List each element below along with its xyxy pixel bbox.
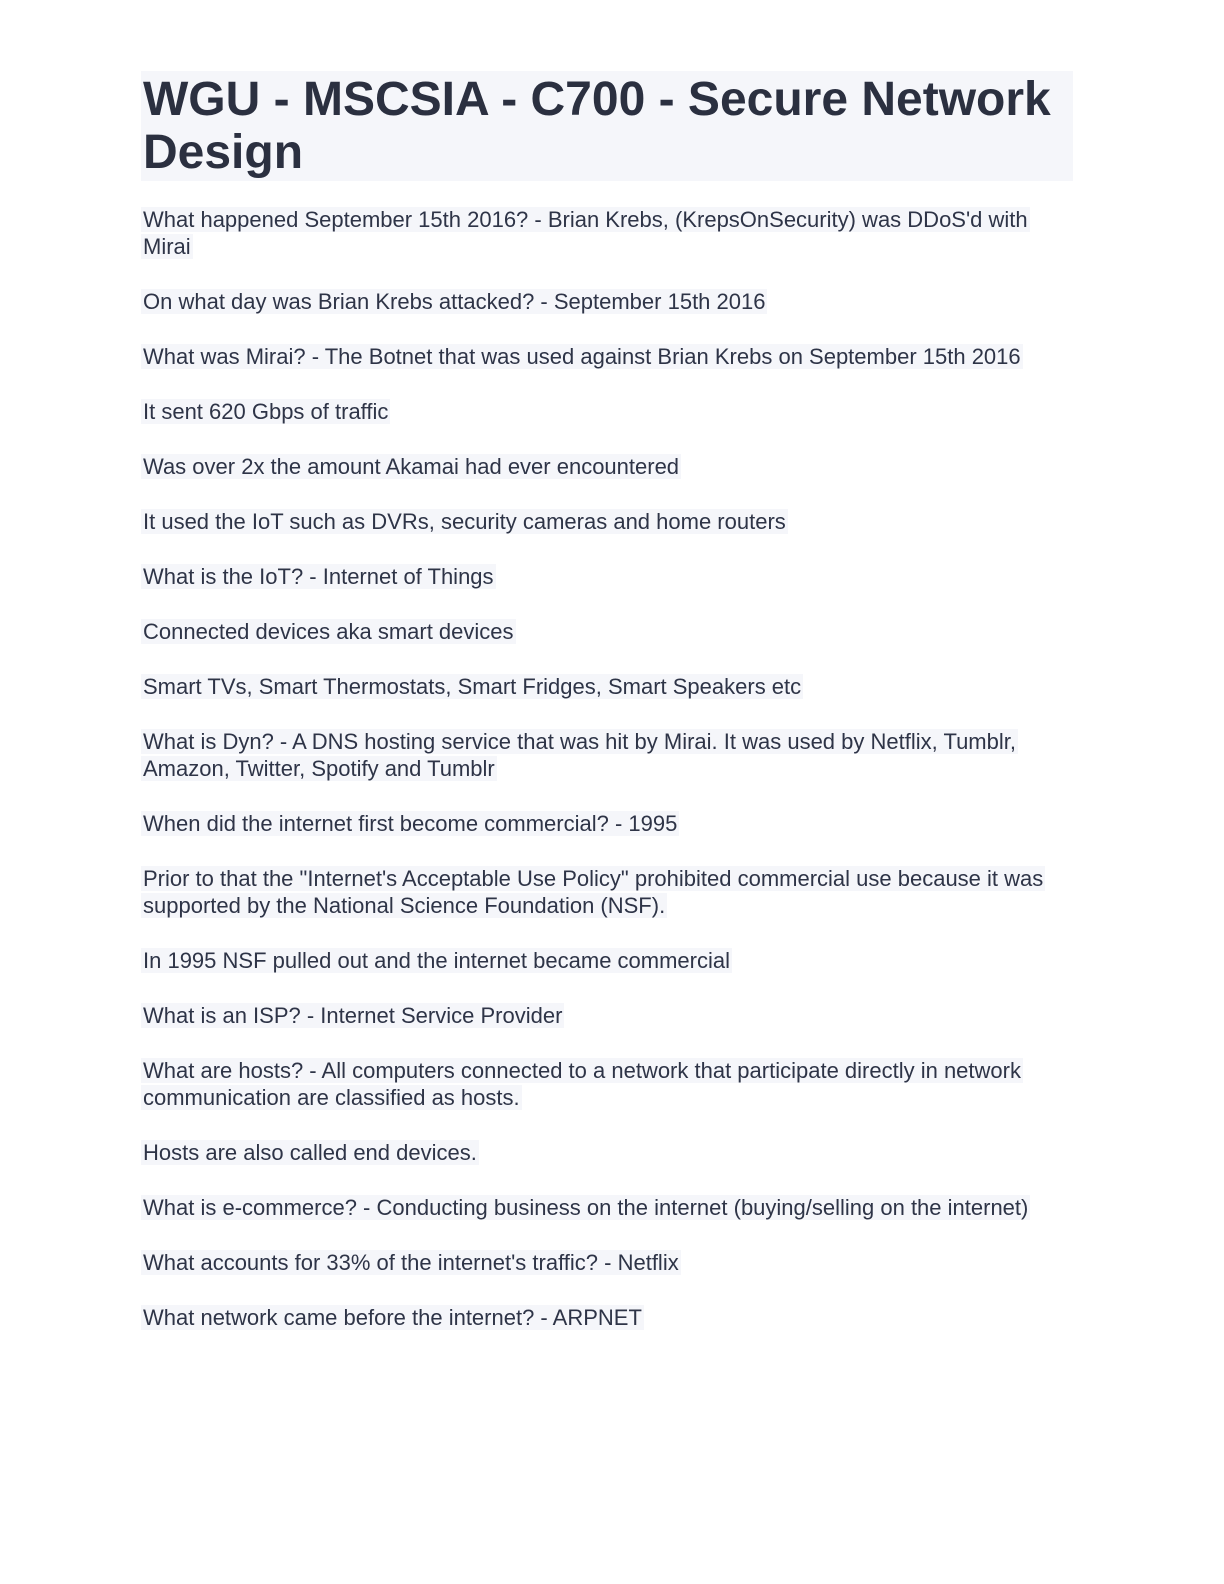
flashcard-entry <box>141 728 1073 782</box>
flashcard-text: What is the IoT? - Internet of Things <box>143 564 494 589</box>
flashcard-entry <box>141 1304 1073 1331</box>
flashcard-text: On what day was Brian Krebs attacked? - September 15th 2016 <box>143 289 766 314</box>
flashcard-entry <box>141 1002 1073 1029</box>
flashcard-text: What are hosts? - All computers connected to a network that participate directly in network communication are classified as hosts. <box>143 1058 1021 1110</box>
flashcard-entry <box>141 1139 1073 1166</box>
flashcard-entry <box>141 810 1073 837</box>
flashcard-entry <box>141 1057 1073 1111</box>
flashcard-text: Prior to that the "Internet's Acceptable Use Policy" prohibited commercial use because it was supported by the National Science Foundation (NSF). <box>143 866 1044 918</box>
flashcard-text: It used the IoT such as DVRs, security cameras and home routers <box>143 509 786 534</box>
flashcard-text: It sent 620 Gbps of traffic <box>143 399 389 424</box>
flashcard-text: What happened September 15th 2016? - Brian Krebs, (KrepsOnSecurity) was DDoS'd with Mirai <box>143 207 1028 259</box>
flashcard-entry <box>141 453 1073 480</box>
flashcard-entry <box>141 508 1073 535</box>
flashcard-entry <box>141 618 1073 645</box>
flashcard-entry <box>141 563 1073 590</box>
flashcard-entry <box>141 1249 1073 1276</box>
flashcard-text: Connected devices aka smart devices <box>143 619 514 644</box>
flashcard-entry <box>141 1194 1073 1221</box>
flashcard-text: Was over 2x the amount Akamai had ever encountered <box>143 454 680 479</box>
flashcard-text: In 1995 NSF pulled out and the internet became commercial <box>143 948 730 973</box>
flashcard-list <box>141 206 1073 1331</box>
flashcard-text: What network came before the internet? - ARPNET <box>143 1305 642 1330</box>
flashcard-entry <box>141 206 1073 260</box>
flashcard-text: What was Mirai? - The Botnet that was used against Brian Krebs on September 15th 2016 <box>143 344 1021 369</box>
document-page <box>141 71 1073 1359</box>
flashcard-text: Smart TVs, Smart Thermostats, Smart Fridges, Smart Speakers etc <box>143 674 802 699</box>
flashcard-text: What is Dyn? - A DNS hosting service that was hit by Mirai. It was used by Netflix, Tumblr, Amazon, Twitter, Spotify and Tumblr <box>143 729 1016 781</box>
flashcard-text: What is e-commerce? - Conducting business on the internet (buying/selling on the internet) <box>143 1195 1029 1220</box>
flashcard-text: When did the internet first become commercial? - 1995 <box>143 811 678 836</box>
flashcard-entry <box>141 398 1073 425</box>
flashcard-entry <box>141 947 1073 974</box>
flashcard-entry <box>141 865 1073 919</box>
flashcard-text: Hosts are also called end devices. <box>143 1140 477 1165</box>
flashcard-entry <box>141 343 1073 370</box>
flashcard-text: What accounts for 33% of the internet's traffic? - Netflix <box>143 1250 679 1275</box>
flashcard-entry <box>141 673 1073 700</box>
flashcard-text: What is an ISP? - Internet Service Provider <box>143 1003 563 1028</box>
document-title: WGU - MSCSIA - C700 - Secure Network Design <box>141 71 1073 181</box>
flashcard-entry <box>141 288 1073 315</box>
